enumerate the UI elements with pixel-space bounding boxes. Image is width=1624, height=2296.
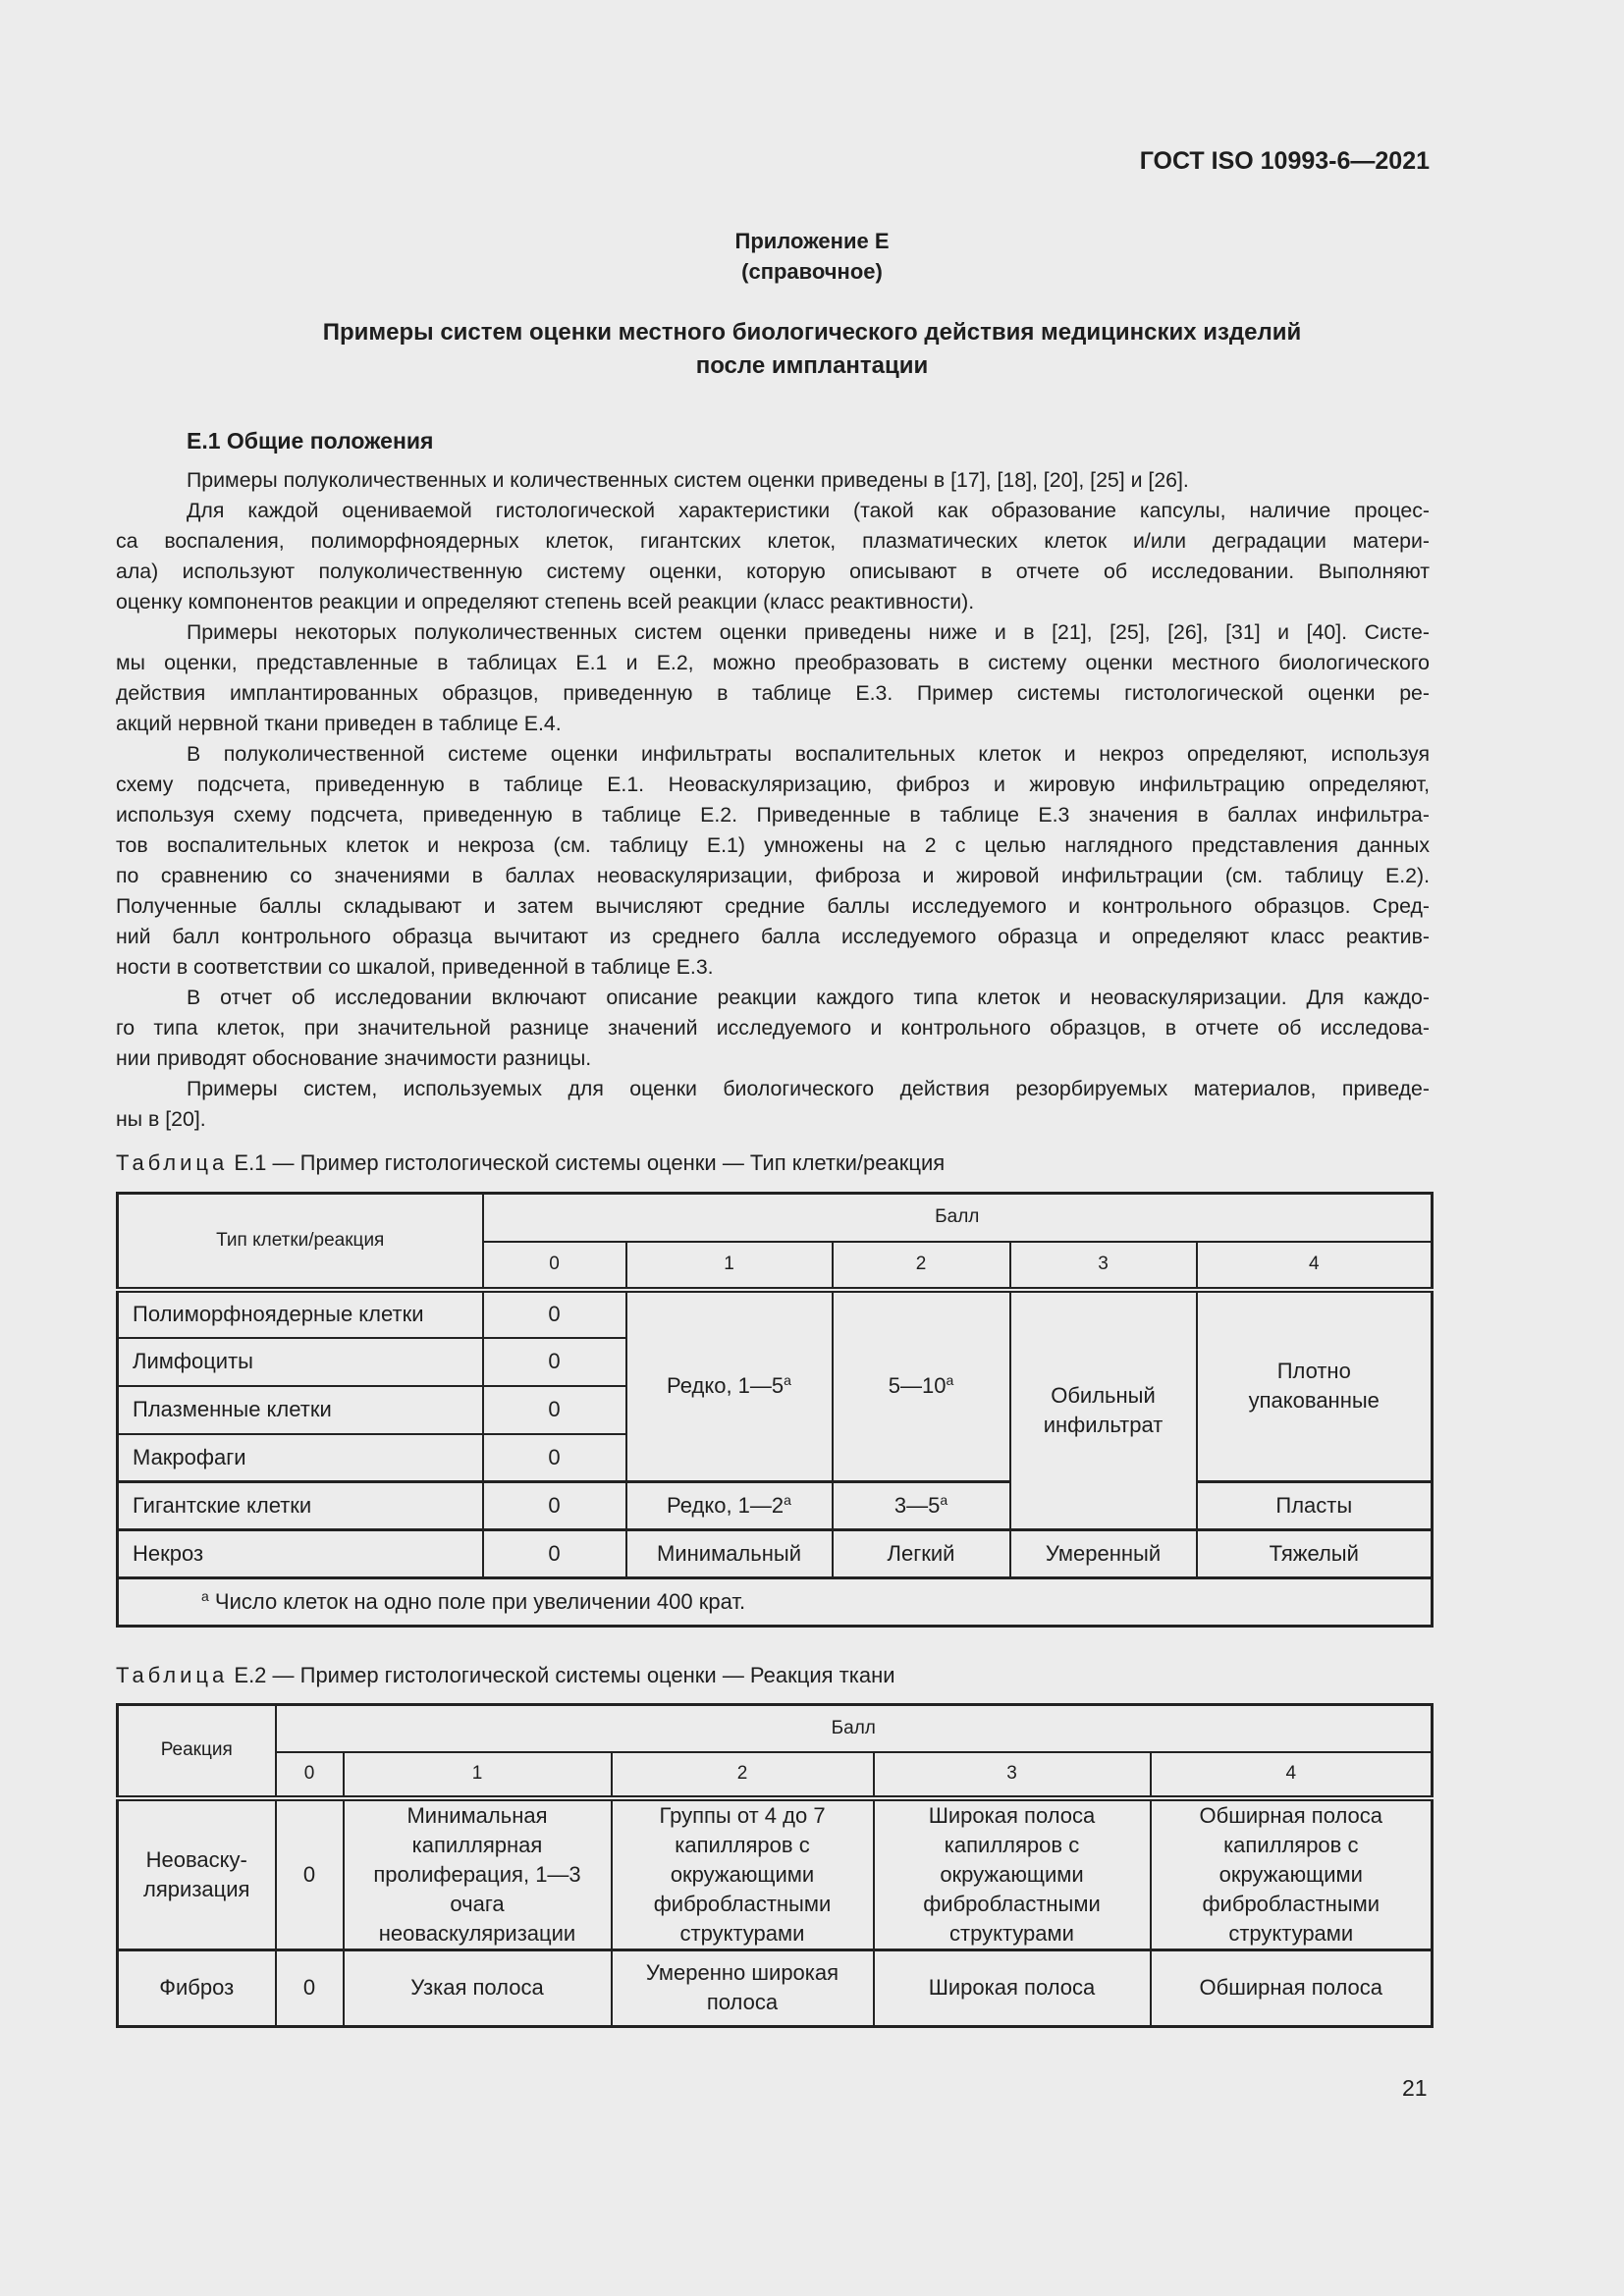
row-label: Некроз xyxy=(118,1530,483,1578)
body-text xyxy=(116,465,1430,1135)
cell: 0 xyxy=(483,1386,626,1434)
score-header: 0 xyxy=(276,1752,344,1798)
table2-caption xyxy=(116,1663,895,1688)
cell: Обширная полоса капилляров с окружающими фибробластными структурами xyxy=(1151,1798,1433,1950)
paragraph-line: ны в [20]. xyxy=(116,1107,206,1131)
cell: Обильный инфильтрат xyxy=(1010,1290,1197,1530)
section-heading: Е.1 Общие положения xyxy=(187,428,434,454)
score-header: 0 xyxy=(483,1242,626,1290)
cell: 0 xyxy=(483,1482,626,1530)
row-label: Лимфоциты xyxy=(118,1338,483,1386)
score-header: 3 xyxy=(1010,1242,1197,1290)
cell: Редко, 1—2$^a$ xyxy=(626,1482,833,1530)
title-line: Примеры систем оценки местного биологического действия медицинских изделий xyxy=(322,319,1302,346)
paragraph-line: В отчет об исследовании включают описание реакции каждого типа клеток и неоваскуляризации. Для каждо- xyxy=(187,986,1430,1009)
paragraph-line: нии приводят обоснование значимости разницы. xyxy=(116,1046,592,1070)
appendix-label: Приложение Е xyxy=(734,229,890,253)
paragraph-line: Примеры систем, используемых для оценки биологического действия резорбируемых материалов, приведе- xyxy=(187,1077,1430,1100)
paragraph-line: схему подсчета, приведенную в таблице Е.1. Неоваскуляризацию, фиброз и жировую инфильтрацию определяют, xyxy=(116,773,1430,796)
score-header: 1 xyxy=(626,1242,833,1290)
table-tissue-reaction xyxy=(116,1703,1434,2028)
table-row xyxy=(118,1290,1433,1338)
table-row xyxy=(118,1798,1433,1950)
cell: Легкий xyxy=(833,1530,1010,1578)
paragraph-line: используя схему подсчета, приведенную в таблице Е.2. Приведенные в таблице Е.3 значения в баллах инфильтра- xyxy=(116,803,1430,827)
title-line: после имплантации xyxy=(695,352,929,379)
cell: 0 xyxy=(276,1798,344,1950)
paragraph-line: Примеры некоторых полуколичественных систем оценки приведены ниже и в [21], [25], [26], [31] и [40]. Систе- xyxy=(187,620,1430,644)
paragraph-line: ала) используют полуколичественную систему оценки, которую описывают в отчете об исследовании. Выполняют xyxy=(116,560,1430,583)
paragraph-line: оценку компонентов реакции и определяют степень всей реакции (класс реактивности). xyxy=(116,590,975,614)
page-number: 21 xyxy=(1402,2075,1428,2101)
column-header: Реакция xyxy=(118,1705,276,1798)
cell: Минимальная капиллярная пролиферация, 1—3 очага неоваскуляризации xyxy=(344,1798,612,1950)
table-row xyxy=(118,1530,1433,1578)
row-label: Макрофаги xyxy=(118,1434,483,1482)
paragraph-line: действия имплантированных образцов, приведенную в таблице Е.3. Пример системы гистологической оценки ре- xyxy=(116,681,1430,705)
cell: Умеренно широкая полоса xyxy=(612,1949,874,2026)
cell: 0 xyxy=(483,1290,626,1338)
row-label: Плазменные клетки xyxy=(118,1386,483,1434)
paragraph-line: го типа клеток, при значительной разнице значений исследуемого и контрольного образцов, в отчете об исследова- xyxy=(116,1016,1430,1040)
cell: 3—5$^a$ xyxy=(833,1482,1010,1530)
paragraph-line: ний балл контрольного образца вычитают из среднего балла исследуемого образца и определяют класс реактив- xyxy=(116,925,1430,948)
cell: Узкая полоса xyxy=(344,1949,612,2026)
cell: 0 xyxy=(483,1530,626,1578)
caption-text: Е.1 — Пример гистологической системы оценки — Тип клетки/реакция xyxy=(234,1150,946,1175)
table-row xyxy=(118,1949,1433,2026)
table-cell-reaction xyxy=(116,1192,1434,1628)
table-footnote: $^a$ Число клеток на одно поле при увеличении 400 крат. xyxy=(118,1578,1433,1627)
paragraph-line: Полученные баллы складывают и затем вычисляют средние баллы исследуемого и контрольного образцов. Сред- xyxy=(116,894,1430,918)
document-code: ГОСТ ISO 10993-6—2021 xyxy=(1139,147,1430,175)
paragraph-line: тов воспалительных клеток и некроза (см. таблицу Е.1) умножены на 2 с целью наглядного представления данных xyxy=(116,833,1430,857)
cell: Группы от 4 до 7 капилляров с окружающими фибробластными структурами xyxy=(612,1798,874,1950)
row-label: Гигантские клетки xyxy=(118,1482,483,1530)
cell: 0 xyxy=(483,1434,626,1482)
paragraph-line: акций нервной ткани приведен в таблице Е.4. xyxy=(116,712,562,735)
caption-text: Е.2 — Пример гистологической системы оценки — Реакция ткани xyxy=(234,1663,895,1687)
score-header: 2 xyxy=(833,1242,1010,1290)
score-header: 4 xyxy=(1197,1242,1433,1290)
paragraph-line: Примеры полуколичественных и количественных систем оценки приведены в [17], [18], [20], [25] и [26]. xyxy=(187,468,1189,492)
cell: Минимальный xyxy=(626,1530,833,1578)
table1-caption xyxy=(116,1150,945,1176)
paragraph-line: мы оценки, представленные в таблицах Е.1 и Е.2, можно преобразовать в систему оценки местного биологического xyxy=(116,651,1430,674)
appendix-type: (справочное) xyxy=(741,259,883,284)
cell: Плотно упакованные xyxy=(1197,1290,1433,1482)
paragraph-line: В полуколичественной системе оценки инфильтраты воспалительных клеток и некроз определяют, используя xyxy=(187,742,1430,766)
score-header: 3 xyxy=(874,1752,1151,1798)
caption-label: Таблица xyxy=(116,1150,229,1175)
row-label: Неоваску-ляризация xyxy=(118,1798,276,1950)
score-header: 1 xyxy=(344,1752,612,1798)
cell: 0 xyxy=(483,1338,626,1386)
appendix-title xyxy=(0,226,1624,287)
column-header: Тип клетки/реакция xyxy=(118,1194,483,1290)
cell: Тяжелый xyxy=(1197,1530,1433,1578)
cell: Обширная полоса xyxy=(1151,1949,1433,2026)
column-header: Балл xyxy=(276,1705,1433,1752)
table-row xyxy=(118,1482,1433,1530)
paragraph-line: по сравнению со значениями в баллах неоваскуляризации, фиброза и жировой инфильтрации (см. таблицу Е.2). xyxy=(116,864,1430,887)
paragraph-line: са воспаления, полиморфноядерных клеток, гигантских клеток, плазматических клеток и/или деградации матери- xyxy=(116,529,1430,553)
paragraph-line: Для каждой оцениваемой гистологической характеристики (такой как образование капсулы, наличие процес- xyxy=(187,499,1430,522)
cell: Редко, 1—5$^a$ xyxy=(626,1290,833,1482)
score-header: 2 xyxy=(612,1752,874,1798)
cell: Умеренный xyxy=(1010,1530,1197,1578)
column-header: Балл xyxy=(483,1194,1433,1242)
cell: Широкая полоса xyxy=(874,1949,1151,2026)
row-label: Полиморфноядерные клетки xyxy=(118,1290,483,1338)
paragraph-line: ности в соответствии со шкалой, приведенной в таблице Е.3. xyxy=(116,955,714,979)
cell: Пласты xyxy=(1197,1482,1433,1530)
cell: 0 xyxy=(276,1949,344,2026)
page-title xyxy=(0,316,1624,383)
cell: Широкая полоса капилляров с окружающими фибробластными структурами xyxy=(874,1798,1151,1950)
score-header: 4 xyxy=(1151,1752,1433,1798)
cell: 5—10$^a$ xyxy=(833,1290,1010,1482)
caption-label: Таблица xyxy=(116,1663,229,1687)
row-label: Фиброз xyxy=(118,1949,276,2026)
